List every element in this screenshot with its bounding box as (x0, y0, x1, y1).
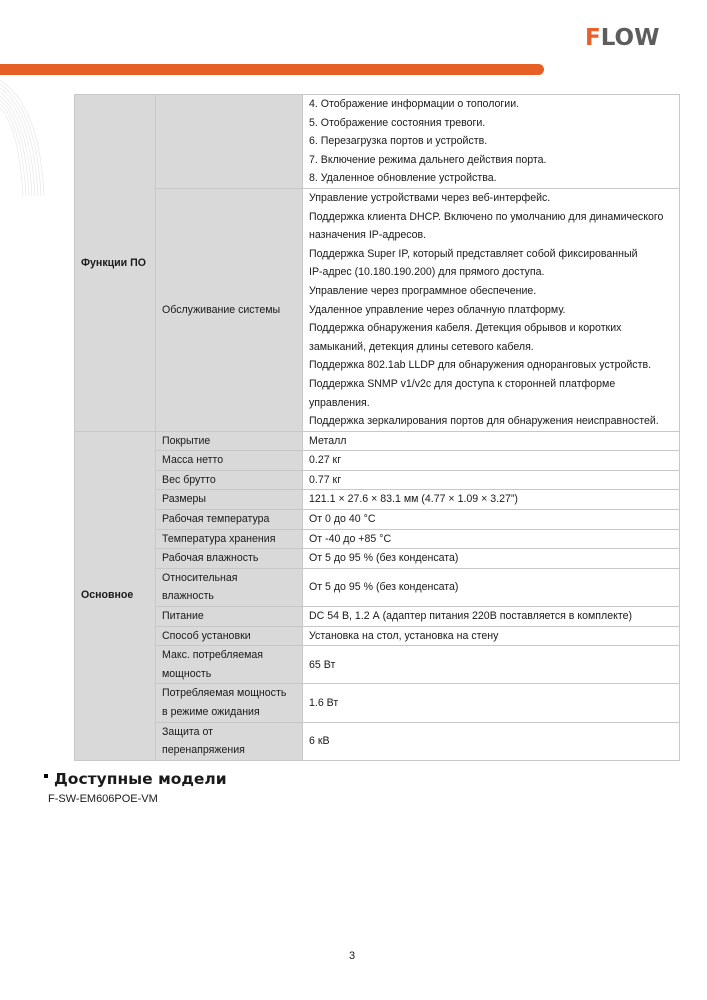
spec-value: От 5 до 95 % (без конденсата) (303, 568, 680, 606)
models-title: Доступные модели (54, 770, 227, 788)
spec-label-line: Способ установки (162, 629, 251, 642)
management-lines (303, 95, 680, 189)
spec-label-line: Размеры (162, 493, 207, 506)
bullet-icon (44, 774, 48, 778)
table-row (75, 568, 680, 606)
spec-label-line: Вес брутто (162, 473, 216, 486)
table-row (75, 188, 680, 431)
spec-label (156, 684, 303, 722)
subcategory-management (156, 95, 303, 189)
logo-rest: LOW (600, 25, 660, 51)
spec-label-line: в режиме ожидания (162, 706, 260, 718)
spec-label-line: Потребляемая мощность (162, 687, 287, 700)
spec-line: назначения IP-адресов. (309, 229, 427, 242)
spec-label (156, 431, 303, 451)
spec-label (156, 490, 303, 510)
spec-value: 121.1 × 27.6 × 83.1 мм (4.77 × 1.09 × 3.27”) (303, 490, 680, 510)
table-row (75, 510, 680, 530)
category-general: Основное (75, 431, 156, 760)
spec-label (156, 451, 303, 471)
spec-label-line: Защита от (162, 725, 214, 738)
spec-line: Поддержка обнаружения кабеля. Детекция обрывов и коротких (309, 322, 622, 335)
spec-label (156, 646, 303, 684)
spec-value: 1.6 Вт (303, 684, 680, 722)
spec-label-line: влажность (162, 590, 214, 603)
spec-line: Управление устройствами через веб-интерфейс. (309, 191, 551, 204)
table-row (75, 490, 680, 510)
spec-line: Поддержка клиента DHCP. Включено по умолчанию для динамического (309, 210, 664, 223)
spec-label (156, 529, 303, 549)
table-row (75, 431, 680, 451)
spec-line: 5. Отображение состояния тревоги. (309, 116, 486, 129)
spec-line: 4. Отображение информации о топологии. (309, 98, 520, 110)
spec-label-line: Масса нетто (162, 454, 224, 467)
table-row (75, 529, 680, 549)
subcategory-maintenance: Обслуживание системы (156, 188, 303, 431)
spec-line: 6. Перезагрузка портов и устройств. (309, 135, 488, 148)
spec-label-line: мощность (162, 667, 212, 680)
model-item: F-SW-EM606POE-VM (48, 793, 158, 805)
spec-line: Удаленное управление через облачную платформу. (309, 303, 566, 316)
spec-label (156, 568, 303, 606)
spec-value: 65 Вт (303, 646, 680, 684)
spec-label-line: Рабочая влажность (162, 552, 259, 565)
spec-label (156, 626, 303, 646)
header-accent-bar (0, 64, 544, 75)
spec-label (156, 510, 303, 530)
spec-label (156, 607, 303, 627)
table-row (75, 646, 680, 684)
flow-logo (585, 26, 659, 50)
table-row (75, 722, 680, 760)
table-row (75, 451, 680, 471)
spec-value: 0.27 кг (303, 451, 680, 471)
spec-line: 7. Включение режима дальнего действия порта. (309, 153, 547, 166)
spec-line: управления. (309, 396, 370, 409)
spec-label-line: Покрытие (162, 434, 211, 447)
spec-line: Управление через программное обеспечение. (309, 284, 537, 297)
table-row (75, 684, 680, 722)
spec-value: От -40 до +85 °C (303, 529, 680, 549)
spec-line: Поддержка зеркалирования портов для обнаружения неисправностей. (309, 415, 659, 428)
table-row (75, 549, 680, 569)
spec-value: DC 54 В, 1.2 А (адаптер питания 220В поставляется в комплекте) (303, 607, 680, 627)
spec-label-line: Питание (162, 610, 204, 623)
spec-value: 0.77 кг (303, 470, 680, 490)
spec-value: От 0 до 40 °C (303, 510, 680, 530)
spec-label (156, 722, 303, 760)
spec-value: Установка на стол, установка на стену (303, 626, 680, 646)
models-heading (44, 770, 227, 788)
general-section (75, 431, 680, 760)
spec-line: Поддержка Super IP, который представляет собой фиксированный (309, 247, 638, 260)
table-row (75, 470, 680, 490)
spec-label-line: Относительная (162, 571, 238, 584)
spec-label-line: Макс. потребляемая (162, 649, 263, 662)
spec-line: замыканий, детекция длины сетевого кабеля. (309, 340, 534, 353)
spec-table (74, 94, 680, 761)
spec-label (156, 470, 303, 490)
table-row (75, 95, 680, 189)
table-row (75, 607, 680, 627)
spec-label (156, 549, 303, 569)
spec-line: 8. Удаленное обновление устройства. (309, 172, 497, 185)
spec-line: IP-адрес (10.180.190.200) для прямого доступа. (309, 266, 545, 279)
decorative-arcs (0, 76, 60, 196)
spec-label-line: Температура хранения (162, 532, 276, 545)
spec-line: Поддержка 802.1ab LLDP для обнаружения одноранговых устройств. (309, 359, 652, 372)
spec-value: 6 кВ (303, 722, 680, 760)
page-number: 3 (349, 950, 356, 962)
spec-label-line: перенапряжения (162, 744, 245, 757)
spec-line: Поддержка SNMP v1/v2c для доступа к сторонней платформе (309, 377, 616, 390)
table-row (75, 626, 680, 646)
maintenance-lines (303, 188, 680, 431)
spec-value: От 5 до 95 % (без конденсата) (303, 549, 680, 569)
spec-label-line: Рабочая температура (162, 513, 270, 526)
spec-value: Металл (303, 431, 680, 451)
logo-f: F (585, 25, 601, 51)
category-software: Функции ПО (75, 95, 156, 432)
